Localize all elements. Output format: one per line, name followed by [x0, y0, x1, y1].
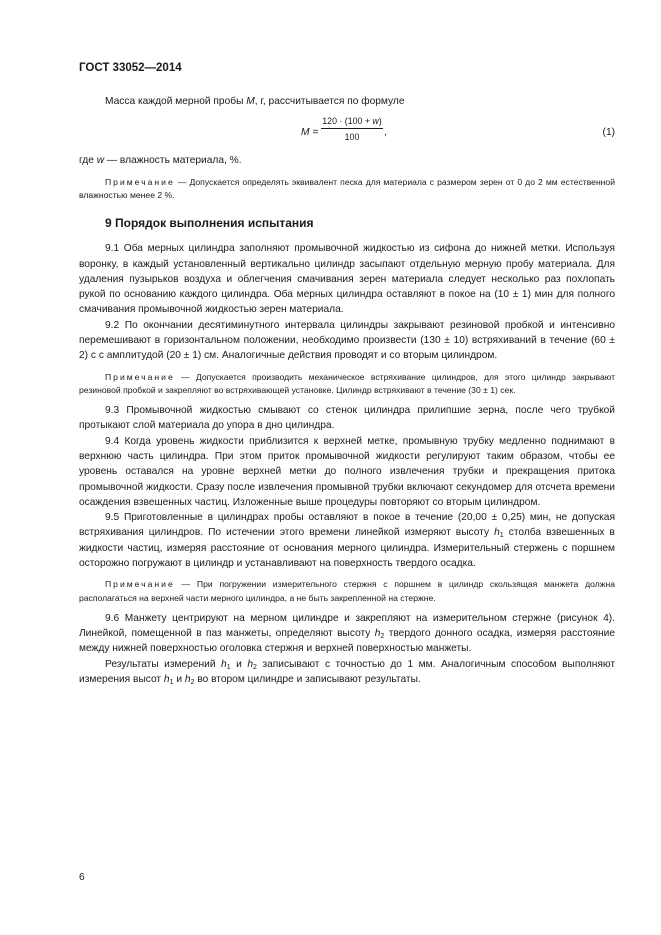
where-variable: w	[96, 155, 105, 167]
results-and-2: и	[176, 673, 183, 685]
formula-1	[79, 115, 615, 149]
p9-6-part1: 9.6 Манжету центрируют на мерном цилиндре и закрепляют на измерительном стержне (рисунок 4). Линейкой, помещенной в паз манжеты, определяют высоту	[79, 612, 615, 640]
note-1-label: Примечание	[105, 176, 175, 187]
results-part3: во втором цилиндре и записывают результаты.	[197, 673, 421, 685]
formula-denominator: 100	[344, 132, 360, 143]
results-h2-b: h	[184, 673, 191, 685]
where-clause: где w — влажность материала, %.	[79, 155, 242, 167]
numerator-variable: w	[372, 116, 379, 127]
results-part2: записывают с точностью до 1 мм. Аналогичным способом выполняют измерения высот	[79, 658, 615, 685]
paragraph-9-4: 9.4 Когда уровень жидкости приблизится к верхней метке, промывную трубку медленно поднимают в верхнюю часть цилиндра. При этом приток промывочной жидкости регулируют таким образом, чтобы ее уровень оставался на уровне верхней метки до полного извлечения трубки и прекращения притока промывочной жидкости. Сразу после извлечения промывной трубки включают секундомер для отсчета времени осаждения взвешенных частиц. Изложенные выше процедуры повторяют со вторым цилиндром.	[79, 435, 615, 508]
h1-subscript: 1	[499, 532, 504, 540]
note-2-text: — Допускается производить механическое встряхивание цилиндров, для этого цилиндр закрывают резиновой пробкой и закрепляют во встряхивающей установке. Цилиндр встряхивают в течение (30 ± 1) сек.	[79, 371, 616, 395]
intro-paragraph: Масса каждой мерной пробы M, г, рассчитывается по формуле	[105, 96, 405, 107]
results-h2: h	[247, 658, 254, 670]
results-h1-b-sub: 1	[169, 678, 174, 686]
formula-comma: ,	[384, 127, 387, 139]
results-h2-sub: 2	[253, 663, 257, 671]
formula-number: (1)	[602, 127, 615, 139]
results-and-1: и	[236, 658, 242, 670]
paragraph-9-3: 9.3 Промывочной жидкостью смывают со стенок цилиндра прилипшие зерна, после чего трубкой протыкают слой материала до упора в дно цилиндра.	[79, 405, 615, 432]
p9-5-part1: 9.5 Приготовленные в цилиндрах пробы оставляют в покое в течение (20,00 ± 0,25) мин, не допуская встряхивания цилиндров. По истечении этого времени линейкой измеряют высоту	[79, 512, 615, 539]
p9-5-part2: столба взвешенных в жидкости частиц, измеряя расстояние от основания мерного цилиндра. Измерительный стержень с поршнем осторожно погружают в цилиндр и устанавливают на поверхность твердого осадка.	[79, 527, 615, 570]
document-header: ГОСТ 33052—2014	[79, 62, 182, 74]
h2-subscript: 2	[380, 633, 385, 641]
paragraph-9-2: 9.2 По окончании десятиминутного интервала цилиндры закрывают резиновой пробкой и интенсивно перемешивают в горизонтальном положении, необходимо произвести (130 ± 10) встряхиваний в течение (60 ± 2) с с амплитудой (20 ± 1) см. Аналогичные действия проводят и со вторым цилиндром.	[79, 319, 615, 362]
results-h1-sub: 1	[226, 663, 231, 671]
results-h2-b-sub: 2	[190, 678, 195, 686]
page-content	[79, 88, 615, 687]
note-3-label: Примечание	[105, 579, 175, 590]
paragraph-9-6	[79, 611, 615, 657]
paragraph-9-1: 9.1 Оба мерных цилиндра заполняют промывочной жидкостью из сифона до нижней метки. Используя воронку, в каждый установленный вертикально цилиндр засыпают отдельную мерную пробу материала. Для удаления пузырьков воздуха и облегчения смачивания зерен материала следует несколько раз похлопать рукой по основанию каждого цилиндра. Оба мерных цилиндра оставляют в покое на (10 ± 1) мин для полного смачивания промывочной жидкостью зерен материала.	[79, 243, 615, 316]
note-1-text: — Допускается определять эквивалент песка для материала с размером зерен от 0 до 2 мм естественной влажностью менее 2 %.	[79, 176, 616, 200]
note-1	[79, 176, 615, 202]
note-3-text: — При погружении измерительного стержня с поршнем в цилиндр скользящая манжета должна располагаться на верхней части мерного цилиндра, а не быть закрепленной на стержне.	[79, 579, 616, 603]
results-part1: Результаты измерений	[105, 658, 216, 670]
section-9-title: 9 Порядок выполнения испытания	[105, 216, 314, 230]
h2-symbol: h	[374, 628, 381, 640]
note-3	[79, 578, 615, 604]
note-2-label: Примечание	[105, 371, 175, 382]
note-2	[79, 371, 615, 397]
formula-fraction	[321, 115, 383, 143]
formula-lhs: M =	[301, 127, 319, 139]
results-h1-b: h	[163, 673, 170, 685]
results-h1: h	[221, 658, 227, 670]
paragraph-results	[79, 657, 615, 688]
p9-6-part2: твердого донного осадка, измеряя расстояние между нижней поверхностью оголовка стержня и верхней поверхностью манжеты.	[79, 628, 615, 655]
formula-numerator: 120 · (100 + w)	[321, 115, 383, 129]
paragraph-9-5	[79, 510, 615, 571]
h1-symbol: h	[494, 527, 500, 539]
page-number: 6	[79, 872, 85, 883]
